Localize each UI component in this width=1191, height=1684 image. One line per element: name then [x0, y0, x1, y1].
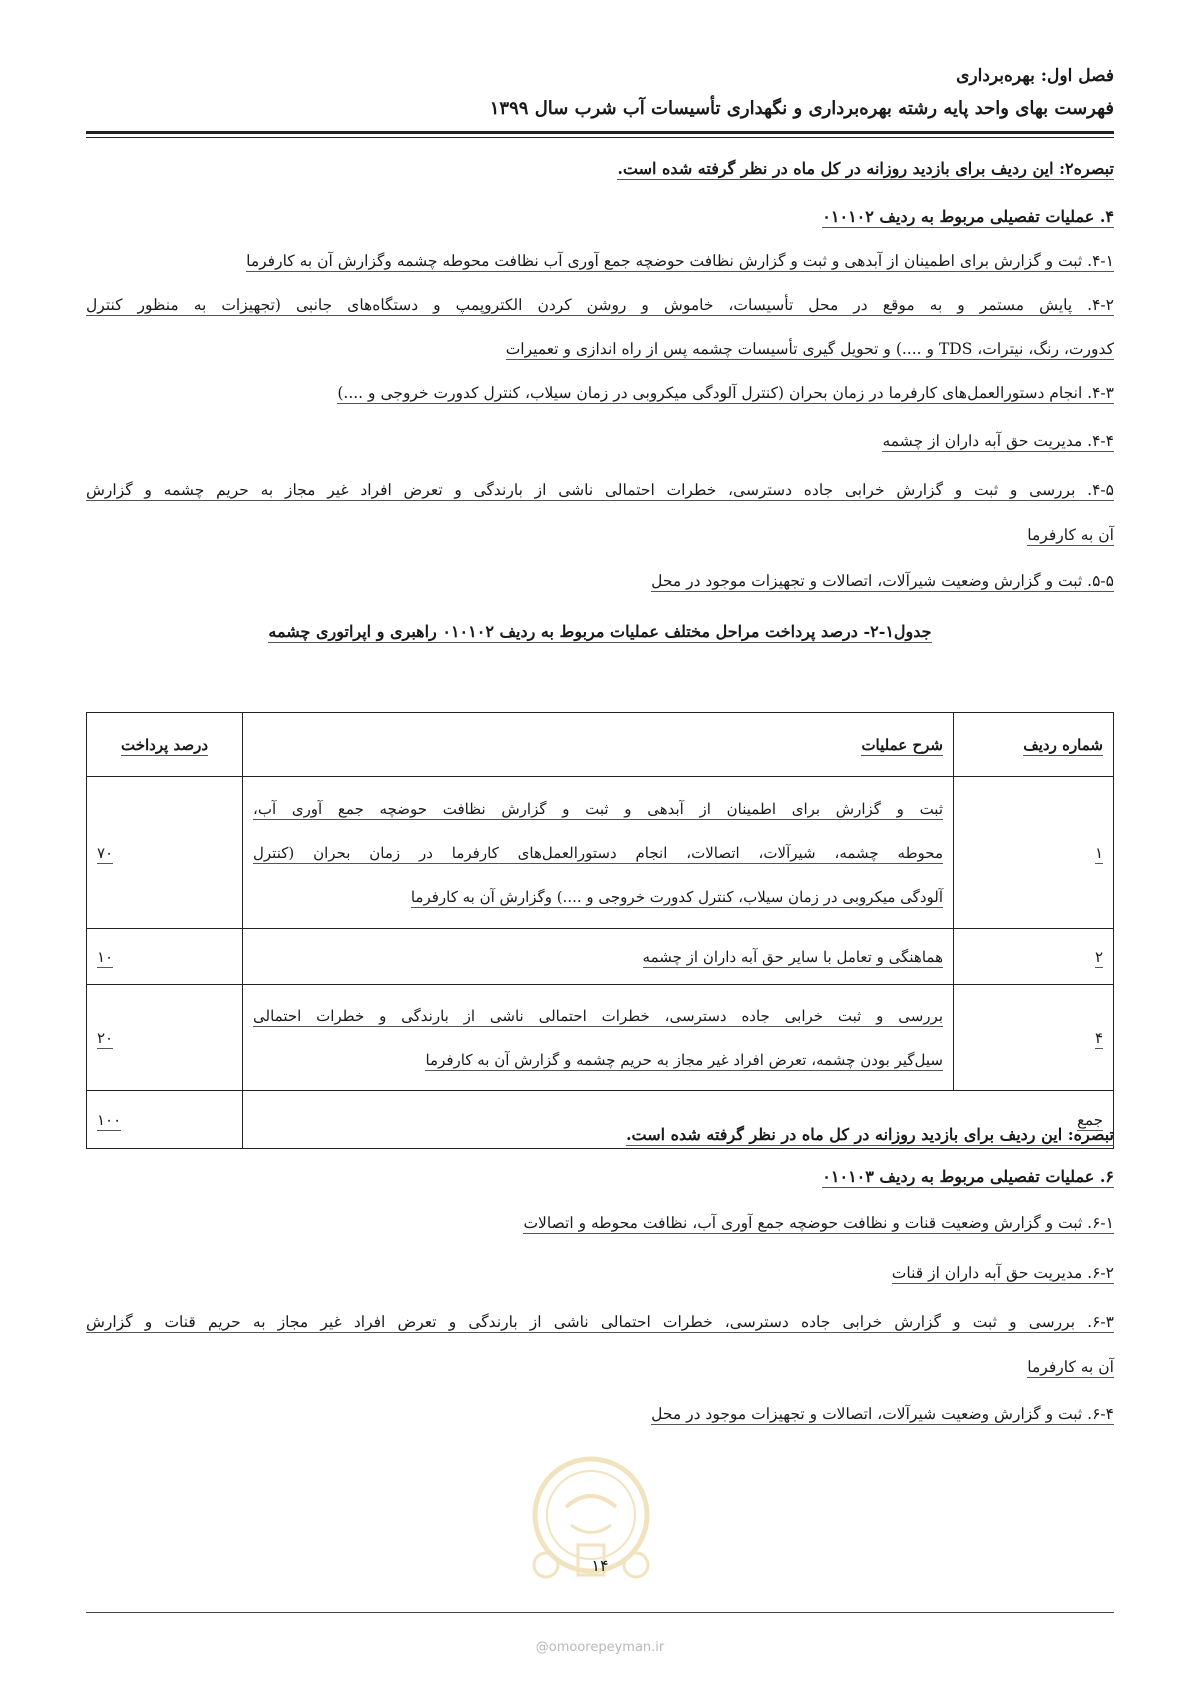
document-page [86, 0, 1114, 1684]
row-percent: ۷۰ [87, 777, 243, 929]
item-4-1: ۴-۱. ثبت و گزارش برای اطمینان از آبدهی و ثبت و گزارش نظافت حوضچه جمع آوری آب نظافت محوطه چشمه وگزارش آن به کارفرما [246, 252, 1114, 270]
item-6-3-line-1: ۶-۳. بررسی و ثبت و گزارش خرابی جاده دسترسی، خطرات احتمالی ناشی از بارندگی و تعرض افراد غیر مجاز به حریم قنات و گزارش [86, 1313, 1114, 1331]
item-5-5: ۵-۵. ثبت و گزارش وضعیت شیرآلات، اتصالات و تجهیزات موجود در محل [651, 572, 1114, 590]
row-number: ۴ [954, 985, 1114, 1091]
note-2: تبصره۲: این ردیف برای بازدید روزانه در کل ماه در نظر گرفته شده است. [617, 159, 1114, 178]
item-4-5-line-2: آن به کارفرما [1027, 526, 1114, 544]
table-caption: جدول۱-۲- درصد پرداخت مراحل مختلف عملیات مربوط به ردیف ۰۱۰۱۰۲ راهبری و اپراتوری چشمه [268, 622, 932, 641]
header-rule-thin [86, 137, 1114, 138]
table-row [87, 985, 1114, 1091]
item-6-2: ۶-۲. مدیریت حق آبه داران از قنات [891, 1264, 1114, 1282]
chapter-title: فصل اول: بهره‌برداری [956, 66, 1114, 86]
item-4-3: ۴-۳. انجام دستورالعمل‌های کارفرما در زمان بحران (کنترل آلودگی میکروبی در زمان سیلاب، کنترل کدورت خروجی و ....) [337, 384, 1114, 402]
header-description: شرح عملیات [243, 713, 954, 777]
table-row [87, 777, 1114, 929]
header-percent: درصد پرداخت [87, 713, 243, 777]
row-number: ۲ [954, 929, 1114, 985]
header-row-number: شماره ردیف [954, 713, 1114, 777]
item-6-3-line-2: آن به کارفرما [1027, 1358, 1114, 1376]
note: تبصره: این ردیف برای بازدید روزانه در کل ماه در نظر گرفته شده است. [625, 1125, 1114, 1144]
section-heading-6: ۶. عملیات تفصیلی مربوط به ردیف ۰۱۰۱۰۳ [822, 1167, 1114, 1186]
operations-table [86, 712, 1114, 1149]
row-description: ثبت و گزارش برای اطمینان از آبدهی و ثبت و گزارش نظافت حوضچه جمع آوری آب، محوطه چشمه، شیرآلات، اتصالات، انجام دستورالعمل‌های کارفرما در زمان بحران (کنترل آلودگی میکروبی در زمان سیلاب، کنترل کدورت خروجی و ....) وگزارش آن به کارفرما [243, 777, 954, 929]
row-number: ۱ [954, 777, 1114, 929]
total-label: جمع [243, 1091, 1114, 1149]
watermark-text: @omoorepeyman.ir [535, 1640, 665, 1655]
section-heading-4: ۴. عملیات تفصیلی مربوط به ردیف ۰۱۰۱۰۲ [822, 207, 1114, 226]
total-percent: ۱۰۰ [87, 1091, 243, 1149]
item-6-4: ۶-۴. ثبت و گزارش وضعیت شیرآلات، اتصالات و تجهیزات موجود در محل [651, 1405, 1114, 1423]
row-description: هماهنگی و تعامل با سایر حق آبه داران از چشمه [243, 929, 954, 985]
header-rule-thick [86, 131, 1114, 134]
row-percent: ۲۰ [87, 985, 243, 1091]
table-row [87, 929, 1114, 985]
item-6-1: ۶-۱. ثبت و گزارش وضعیت قنات و نظافت حوضچه جمع آوری آب، نظافت محوطه و اتصالات [523, 1214, 1114, 1232]
table-header-row [87, 713, 1114, 777]
item-4-2-line-2: کدورت، رنگ، نیترات، TDS و ....) و تحویل گیری تأسیسات چشمه پس از راه اندازی و تعمیرات [505, 340, 1114, 358]
document-title: فهرست بهای واحد پایه رشته بهره‌برداری و نگهداری تأسیسات آب شرب سال ۱۳۹۹ [489, 98, 1114, 119]
item-4-5-line-1: ۴-۵. بررسی و ثبت و گزارش خرابی جاده دسترسی، خطرات احتمالی ناشی از بارندگی و تعرض افراد غیر مجاز به حریم چشمه و گزارش [86, 481, 1114, 499]
row-description: بررسی و ثبت خرابی جاده دسترسی، خطرات احتمالی ناشی از بارندگی و خطرات احتمالی سیل‌گیر بودن چشمه، تعرض افراد غیر مجاز به حریم چشمه و گزارش آن به کارفرما [243, 985, 954, 1091]
row-percent: ۱۰ [87, 929, 243, 985]
page-number: ۱۴ [591, 1556, 609, 1575]
footer-rule [86, 1612, 1114, 1613]
item-4-2-line-1: ۴-۲. پایش مستمر و به موقع در محل تأسیسات، خاموش و روشن کردن الکتروپمپ و دستگاه‌های جانبی (تجهیزات به منظور کنترل [86, 296, 1114, 314]
item-4-4: ۴-۴. مدیریت حق آبه داران از چشمه [882, 432, 1114, 450]
